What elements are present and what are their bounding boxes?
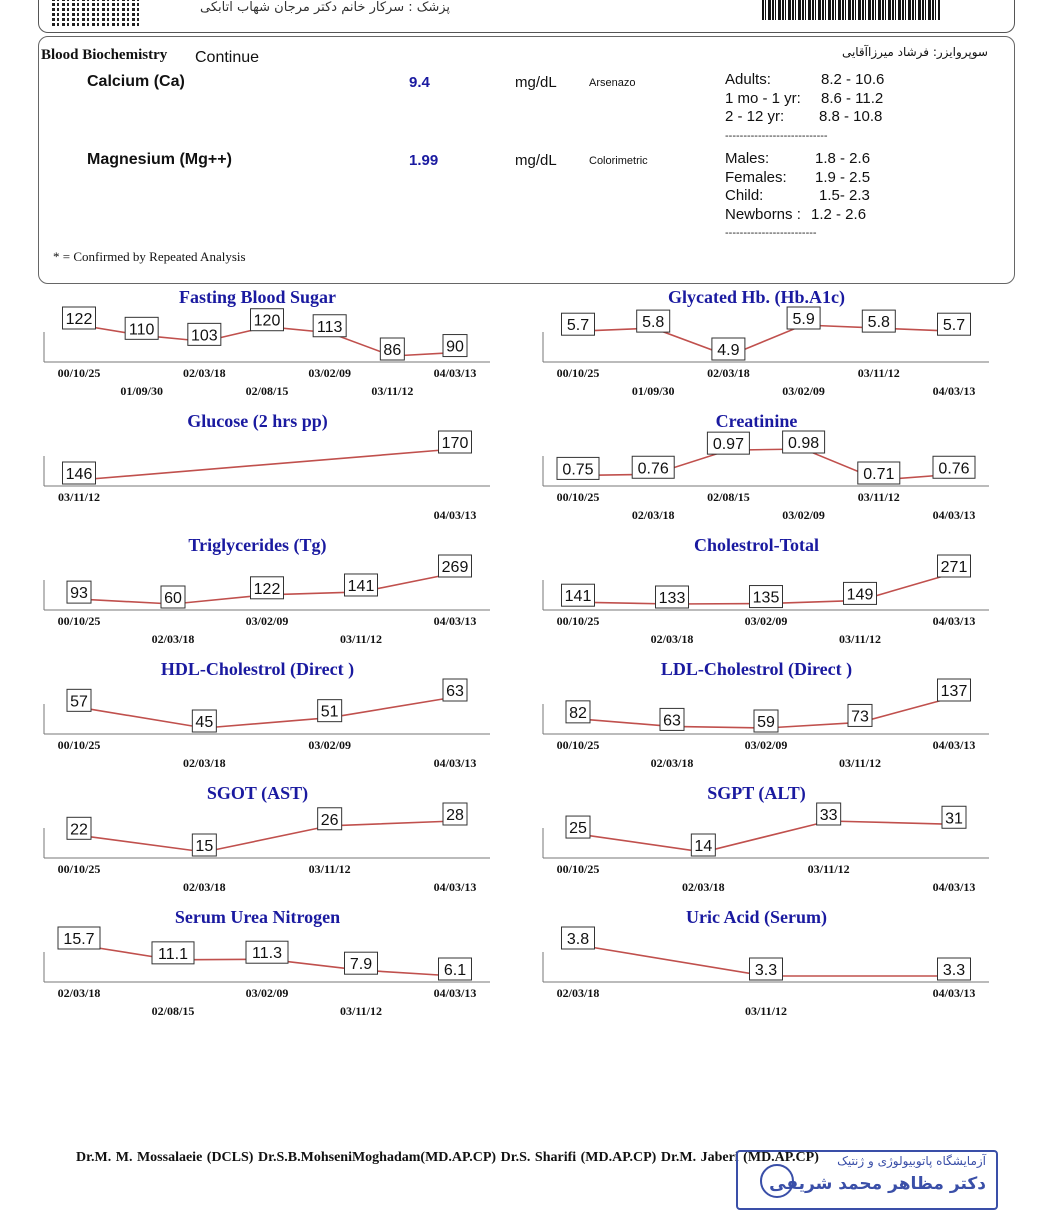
chart-svg [535,533,990,648]
value-label: 5.7 [566,317,590,335]
value-label: 86 [383,342,402,359]
test-unit: mg/dL [515,152,557,169]
value-label: 31 [945,810,963,828]
date-tick-label: 04/03/13 [433,614,477,628]
date-tick-label: 00/10/25 [556,614,600,628]
chart-11 [535,905,990,1020]
value-label: 0.76 [938,460,970,478]
value-label: 122 [65,311,93,328]
series-line [79,697,455,728]
value-label: 110 [128,321,155,339]
chart-title: Glucose (2 hrs pp) [187,411,328,431]
value-label: 0.97 [712,436,744,454]
date-tick-label: 02/03/18 [182,880,226,894]
chart-10 [36,905,491,1020]
test-unit: mg/dL [515,74,557,91]
test-name: Magnesium (Mg++) [87,151,232,168]
range-value: 1.5- 2.3 [819,187,870,204]
date-tick-label: 03/11/12 [838,756,882,770]
value-label: 170 [441,435,469,452]
date-tick-label: 03/02/09 [308,366,352,380]
chart-svg [36,781,491,896]
date-tick-label: 03/11/12 [339,632,383,646]
value-label: 82 [569,704,587,722]
chart-svg [535,657,990,772]
value-label: 269 [441,559,469,576]
range-value: 8.8 - 10.8 [819,108,883,125]
chart-title: Serum Urea Nitrogen [174,907,341,927]
chart-title: Glycated Hb. (Hb.A1c) [668,287,845,307]
value-label: 5.7 [942,317,966,335]
value-label: 57 [70,693,88,711]
stamp-line-2: دکتر مظاهر محمد شریفی [769,1174,986,1194]
date-tick-label: 04/03/13 [932,880,976,894]
chart-svg [535,781,990,896]
chart-5 [535,533,990,648]
date-tick-label: 03/02/09 [782,384,825,398]
date-tick-label: 03/11/12 [857,366,900,380]
doctor-signatures: Dr.M. M. Mossalaeie (DCLS) Dr.S.B.MohseniMoghadam(MD.AP.CP) Dr.S. Sharifi (MD.AP.CP) Dr.M. Jaberi (MD.AP.CP) [76,1150,819,1165]
test-value: 1.99 [409,152,439,169]
value-label: 5.8 [642,314,665,332]
separator: ------------------------- [725,227,817,239]
date-tick-label: 04/03/13 [932,986,976,1000]
date-tick-label: 04/03/13 [932,384,976,398]
chart-7 [535,657,990,772]
chart-2 [36,409,491,524]
value-label: 271 [940,559,968,576]
chart-title: Triglycerides (Tg) [188,535,327,555]
date-tick-label: 00/10/25 [57,738,101,752]
continue-label: Continue [195,49,260,66]
chart-title: Creatinine [715,411,798,431]
top-strip [0,0,1051,34]
series-line [578,821,954,852]
range-label: 1 mo - 1 yr: [725,89,801,107]
value-label: 33 [819,807,838,824]
value-label: 11.1 [158,945,188,963]
value-label: 25 [569,820,587,838]
value-label: 141 [347,577,375,595]
chart-4 [36,533,491,648]
series-line [79,821,455,852]
date-tick-label: 03/11/12 [339,1004,383,1018]
chart-title: SGPT (ALT) [707,783,806,803]
date-tick-label: 02/03/18 [182,366,226,380]
range-value: 1.8 - 2.6 [815,150,871,167]
date-tick-label: 03/11/12 [857,490,900,504]
date-tick-label: 03/02/09 [744,738,788,752]
test-method: Arsenazo [589,77,636,89]
date-tick-label: 00/10/25 [556,862,600,876]
value-label: 141 [564,588,592,606]
date-tick-label: 04/03/13 [932,738,976,752]
date-tick-label: 03/02/09 [245,614,289,628]
value-label: 135 [752,589,780,607]
value-label: 11.3 [252,945,282,963]
value-label: 4.9 [717,342,740,359]
date-tick-label: 04/03/13 [932,614,976,628]
date-tick-label: 03/02/09 [782,508,825,522]
value-label: 63 [663,712,681,730]
chart-8 [36,781,491,896]
date-tick-label: 04/03/13 [433,880,477,894]
date-tick-label: 02/03/18 [151,632,195,646]
chart-title: HDL-Cholestrol (Direct ) [160,659,355,679]
doctor-line: پزشک : سرکار خانم دکتر مرجان شهاب اتابکی [200,0,451,15]
value-label: 5.8 [867,314,890,332]
barcode-icon [762,0,940,20]
date-tick-label: 03/11/12 [838,632,882,646]
test-name: Calcium (Ca) [87,73,185,90]
range-value: 8.2 - 10.6 [821,71,885,88]
value-label: 51 [320,703,339,721]
value-label: 3.3 [942,962,966,979]
chart-svg [535,905,990,1020]
chart-title: Fasting Blood Sugar [178,287,337,307]
date-tick-label: 03/02/09 [744,614,788,628]
range-label: Males: [725,150,770,167]
date-tick-label: 02/03/18 [182,756,226,770]
date-tick-label: 02/03/18 [650,756,694,770]
value-label: 15 [195,838,214,855]
chart-title: Uric Acid (Serum) [686,907,827,927]
value-label: 149 [846,586,874,604]
value-label: 113 [316,318,343,336]
value-label: 0.75 [562,461,594,479]
date-tick-label: 01/09/30 [631,384,675,398]
value-label: 0.98 [788,435,820,452]
date-tick-label: 00/10/25 [556,366,600,380]
chart-1 [535,285,990,400]
date-tick-label: 03/11/12 [57,490,101,504]
value-label: 93 [70,585,88,603]
value-label: 26 [320,811,339,829]
chart-svg [36,657,491,772]
series-line [79,449,455,480]
reference-ranges [725,71,884,127]
date-tick-label: 04/03/13 [433,986,477,1000]
chart-9 [535,781,990,896]
range-value: 1.2 - 2.6 [811,205,867,223]
range-value: 8.6 - 11.2 [821,89,884,107]
range-value: 1.9 - 2.5 [815,168,871,186]
value-label: 15.7 [63,931,95,948]
value-label: 3.3 [754,962,778,979]
value-label: 6.1 [443,962,467,979]
date-tick-label: 00/10/25 [57,614,101,628]
results-panel [38,36,1015,284]
date-tick-label: 02/03/18 [556,986,600,1000]
date-tick-label: 00/10/25 [57,862,101,876]
date-tick-label: 02/08/15 [151,1004,195,1018]
value-label: 3.8 [566,931,590,948]
date-tick-label: 03/02/09 [308,738,352,752]
chart-title: LDL-Cholestrol (Direct ) [660,659,853,679]
value-label: 146 [65,466,93,483]
date-tick-label: 02/03/18 [707,366,750,380]
value-label: 0.76 [637,460,669,478]
test-value: 9.4 [409,74,430,91]
chart-title: Cholestrol-Total [693,535,820,555]
chart-svg [36,285,491,400]
chart-6 [36,657,491,772]
value-label: 133 [658,590,686,607]
date-tick-label: 04/03/13 [433,366,477,380]
qr-code-icon [52,0,140,26]
value-label: 120 [253,312,281,330]
value-label: 0.71 [863,466,895,483]
value-label: 137 [940,683,968,700]
date-tick-label: 02/08/15 [245,384,289,398]
value-label: 5.9 [792,311,815,328]
value-label: 59 [757,714,775,731]
chart-svg [36,409,491,524]
date-tick-label: 02/08/15 [707,490,750,504]
range-label: Child: [725,187,764,204]
chart-3 [535,409,990,524]
value-label: 45 [195,714,214,731]
test-method: Colorimetric [589,155,648,167]
date-tick-label: 01/09/30 [120,384,164,398]
value-label: 73 [851,708,869,726]
date-tick-label: 04/03/13 [433,508,477,522]
value-label: 14 [694,838,713,855]
value-label: 103 [190,327,218,345]
date-tick-label: 00/10/25 [556,738,600,752]
footer [0,1148,1051,1200]
reference-ranges [725,150,870,224]
date-tick-label: 02/03/18 [650,632,694,646]
chart-title: SGOT (AST) [206,783,309,803]
value-label: 122 [253,580,281,598]
value-label: 28 [446,807,464,824]
value-label: 22 [70,821,88,839]
range-label: Adults: [725,71,771,88]
date-tick-label: 00/10/25 [57,366,101,380]
value-label: 60 [164,590,182,607]
range-label: Females: [725,168,787,186]
date-tick-label: 03/11/12 [308,862,351,876]
date-tick-label: 03/11/12 [371,384,414,398]
value-label: 63 [446,683,464,700]
date-tick-label: 04/03/13 [932,508,976,522]
separator: ---------------------------- [725,130,828,142]
date-tick-label: 02/03/18 [631,508,675,522]
date-tick-label: 03/11/12 [807,862,850,876]
chart-0 [36,285,491,400]
date-tick-label: 04/03/13 [433,756,477,770]
stamp-line-1: آزمایشگاه پاتوبیولوژی و ژنتیک [837,1154,986,1168]
date-tick-label: 02/03/18 [57,986,101,1000]
range-label: 2 - 12 yr: [725,108,785,125]
chart-svg [535,409,990,524]
chart-svg [36,905,491,1020]
chart-svg [535,285,990,400]
chart-svg [36,533,491,648]
date-tick-label: 02/03/18 [681,880,725,894]
value-label: 90 [446,338,464,356]
series-line [578,325,954,356]
date-tick-label: 03/11/12 [744,1004,788,1018]
date-tick-label: 00/10/25 [556,490,600,504]
date-tick-label: 03/02/09 [245,986,289,1000]
footnote: * = Confirmed by Repeated Analysis [53,249,246,264]
panel-title: Blood Biochemistry [41,47,168,63]
lab-stamp [736,1150,998,1210]
supervisor: سوپروایزر: فرشاد میرزاآقایی [841,45,988,59]
range-label: Newborns : [725,205,801,223]
value-label: 7.9 [349,956,373,974]
